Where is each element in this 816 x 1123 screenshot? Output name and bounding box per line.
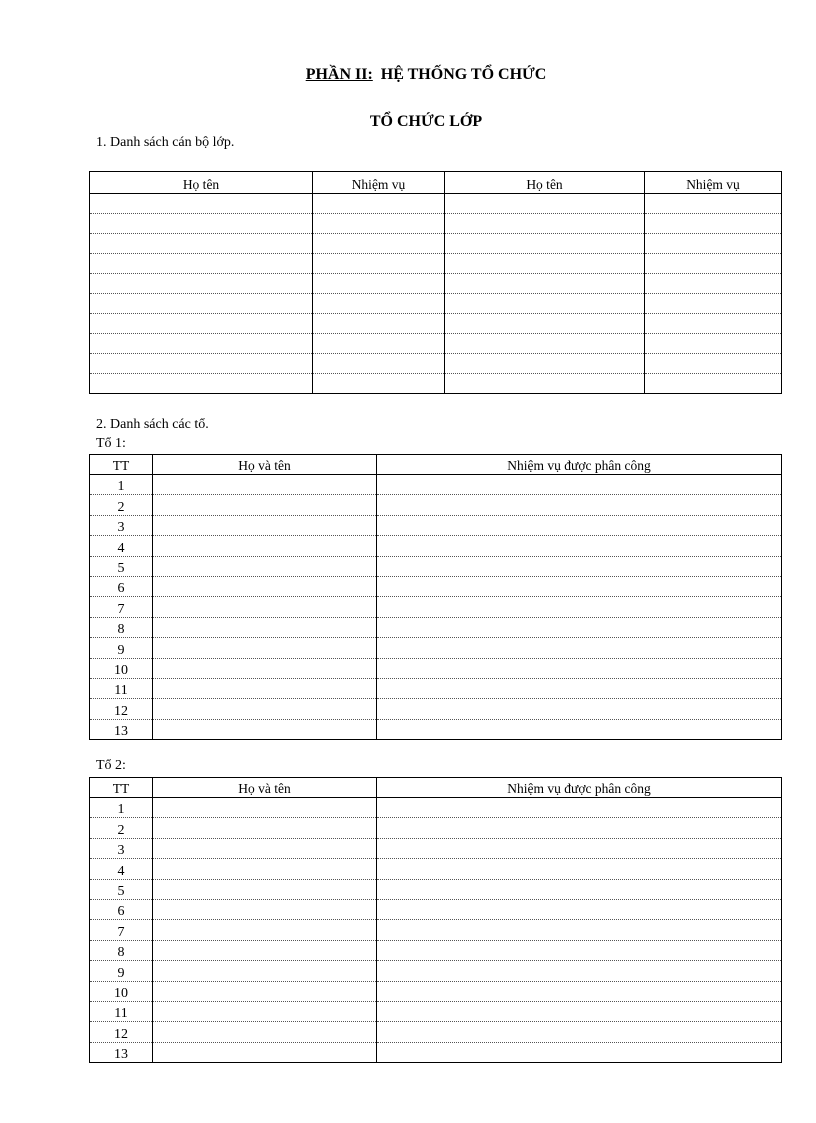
blank-cell[interactable] <box>90 254 313 274</box>
name-cell[interactable] <box>153 981 377 1001</box>
blank-cell[interactable] <box>445 354 645 374</box>
table-row <box>90 194 782 214</box>
duty-cell[interactable] <box>377 961 782 981</box>
table-row <box>90 678 782 698</box>
table-row <box>90 940 782 960</box>
table-row <box>90 334 782 354</box>
duty-cell[interactable] <box>377 475 782 495</box>
name-cell[interactable] <box>153 617 377 637</box>
name-cell[interactable] <box>153 1001 377 1021</box>
table-header-row <box>90 455 782 475</box>
table-row <box>90 981 782 1001</box>
blank-cell[interactable] <box>445 214 645 234</box>
duty-cell[interactable] <box>377 536 782 556</box>
name-cell[interactable] <box>153 576 377 596</box>
row-number: 5 <box>90 556 153 576</box>
table-row <box>90 818 782 838</box>
row-number: 6 <box>90 899 153 919</box>
blank-cell[interactable] <box>90 294 313 314</box>
row-number: 5 <box>90 879 153 899</box>
blank-cell[interactable] <box>645 334 782 354</box>
table-row <box>90 699 782 719</box>
table-row <box>90 374 782 394</box>
table-row <box>90 1042 782 1062</box>
table-row <box>90 274 782 294</box>
row-number: 3 <box>90 838 153 858</box>
blank-cell[interactable] <box>445 274 645 294</box>
column-header: Nhiệm vụ được phân công <box>377 455 782 475</box>
table-row <box>90 1001 782 1021</box>
table-row <box>90 658 782 678</box>
column-header: TT <box>90 778 153 798</box>
class-officers-table <box>89 171 782 394</box>
row-number: 3 <box>90 515 153 535</box>
duty-cell[interactable] <box>377 1001 782 1021</box>
duty-cell[interactable] <box>377 617 782 637</box>
duty-cell[interactable] <box>377 495 782 515</box>
part-title: HỆ THỐNG TỔ CHỨC <box>380 66 547 83</box>
name-cell[interactable] <box>153 719 377 739</box>
name-cell[interactable] <box>153 556 377 576</box>
duty-cell[interactable] <box>377 981 782 1001</box>
table-row <box>90 879 782 899</box>
name-cell[interactable] <box>153 515 377 535</box>
blank-cell[interactable] <box>313 234 445 254</box>
table-row <box>90 719 782 739</box>
table-row <box>90 556 782 576</box>
blank-cell[interactable] <box>645 354 782 374</box>
table-header-row <box>90 172 782 194</box>
row-number: 4 <box>90 536 153 556</box>
duty-cell[interactable] <box>377 899 782 919</box>
row-number: 8 <box>90 617 153 637</box>
duty-cell[interactable] <box>377 940 782 960</box>
table-row <box>90 234 782 254</box>
row-number: 13 <box>114 1047 128 1063</box>
group2-table <box>89 777 782 1063</box>
group2-label: Tổ 2: <box>96 758 126 773</box>
duty-cell[interactable] <box>377 638 782 658</box>
table-row <box>90 576 782 596</box>
duty-cell[interactable] <box>377 719 782 739</box>
column-header: Nhiệm vụ được phân công <box>377 778 782 798</box>
name-cell[interactable] <box>153 678 377 698</box>
duty-cell[interactable] <box>377 1042 782 1062</box>
name-cell[interactable] <box>153 475 377 495</box>
row-number: 13 <box>114 724 128 740</box>
duty-cell[interactable] <box>377 1022 782 1042</box>
blank-cell[interactable] <box>90 334 313 354</box>
table-row <box>90 536 782 556</box>
blank-cell[interactable] <box>445 314 645 334</box>
column-header: Nhiệm vụ <box>645 172 782 194</box>
name-cell[interactable] <box>153 536 377 556</box>
row-number: 7 <box>90 597 153 617</box>
name-cell[interactable] <box>153 798 377 818</box>
table-row <box>90 314 782 334</box>
table-row <box>90 597 782 617</box>
table-row <box>90 354 782 374</box>
table-row <box>90 899 782 919</box>
table-row <box>90 254 782 274</box>
table-row <box>90 1022 782 1042</box>
duty-cell[interactable] <box>377 838 782 858</box>
name-cell[interactable] <box>153 879 377 899</box>
duty-cell[interactable] <box>377 678 782 698</box>
row-number: 8 <box>90 940 153 960</box>
duty-cell[interactable] <box>377 920 782 940</box>
name-cell[interactable] <box>153 859 377 879</box>
name-cell[interactable] <box>153 818 377 838</box>
blank-cell[interactable] <box>90 234 313 254</box>
duty-cell[interactable] <box>377 798 782 818</box>
name-cell[interactable] <box>153 961 377 981</box>
duty-cell[interactable] <box>377 576 782 596</box>
row-number: 10 <box>90 981 153 1001</box>
row-number: 10 <box>90 658 153 678</box>
row-number: 2 <box>90 495 153 515</box>
blank-cell[interactable] <box>313 214 445 234</box>
name-cell[interactable] <box>153 920 377 940</box>
duty-cell[interactable] <box>377 515 782 535</box>
table-row <box>90 495 782 515</box>
table-row <box>90 838 782 858</box>
column-header: Nhiệm vụ <box>313 172 445 194</box>
row-number: 9 <box>90 638 153 658</box>
table-row <box>90 859 782 879</box>
blank-cell[interactable] <box>313 374 445 394</box>
group1-label: Tổ 1: <box>96 436 126 451</box>
row-number: 12 <box>90 699 153 719</box>
blank-cell[interactable] <box>645 274 782 294</box>
blank-cell[interactable] <box>313 354 445 374</box>
table-row <box>90 638 782 658</box>
blank-cell[interactable] <box>445 374 645 394</box>
part-heading <box>0 66 816 84</box>
blank-cell[interactable] <box>445 194 645 214</box>
row-number: 4 <box>90 859 153 879</box>
row-number: 6 <box>90 576 153 596</box>
duty-cell[interactable] <box>377 879 782 899</box>
blank-cell[interactable] <box>445 254 645 274</box>
blank-cell[interactable] <box>645 374 782 394</box>
row-number: 7 <box>90 920 153 940</box>
column-header: TT <box>90 455 153 475</box>
table-row <box>90 798 782 818</box>
part-label: PHẦN II: <box>305 66 373 83</box>
table-row <box>90 920 782 940</box>
column-header: Họ tên <box>90 172 313 194</box>
column-header: Họ và tên <box>153 778 377 798</box>
blank-cell[interactable] <box>313 294 445 314</box>
column-header: Họ tên <box>445 172 645 194</box>
table-row <box>90 475 782 495</box>
duty-cell[interactable] <box>377 699 782 719</box>
blank-cell[interactable] <box>90 274 313 294</box>
blank-cell[interactable] <box>445 294 645 314</box>
name-cell[interactable] <box>153 597 377 617</box>
name-cell[interactable] <box>153 495 377 515</box>
blank-cell[interactable] <box>313 194 445 214</box>
blank-cell[interactable] <box>313 274 445 294</box>
table-row <box>90 515 782 535</box>
blank-cell[interactable] <box>90 314 313 334</box>
group1-table <box>89 454 782 740</box>
page-subtitle: TỔ CHỨC LỚP <box>369 113 483 130</box>
blank-cell[interactable] <box>313 334 445 354</box>
name-cell[interactable] <box>153 1042 377 1062</box>
table-row <box>90 214 782 234</box>
duty-cell[interactable] <box>377 859 782 879</box>
duty-cell[interactable] <box>377 556 782 576</box>
duty-cell[interactable] <box>377 597 782 617</box>
name-cell[interactable] <box>153 658 377 678</box>
blank-cell[interactable] <box>645 194 782 214</box>
name-cell[interactable] <box>153 940 377 960</box>
blank-cell[interactable] <box>90 374 313 394</box>
row-number: 1 <box>90 475 153 495</box>
row-number: 9 <box>90 961 153 981</box>
section1-heading: 1. Danh sách cán bộ lớp. <box>96 135 235 150</box>
row-number: 11 <box>90 678 153 698</box>
duty-cell[interactable] <box>377 658 782 678</box>
blank-cell[interactable] <box>445 234 645 254</box>
blank-cell[interactable] <box>645 254 782 274</box>
blank-cell[interactable] <box>90 194 313 214</box>
blank-cell[interactable] <box>645 214 782 234</box>
name-cell[interactable] <box>153 838 377 858</box>
blank-cell[interactable] <box>645 294 782 314</box>
blank-cell[interactable] <box>445 334 645 354</box>
blank-cell[interactable] <box>90 214 313 234</box>
name-cell[interactable] <box>153 899 377 919</box>
blank-cell[interactable] <box>90 354 313 374</box>
blank-cell[interactable] <box>313 314 445 334</box>
blank-cell[interactable] <box>645 234 782 254</box>
row-number: 12 <box>90 1022 153 1042</box>
row-number: 11 <box>90 1001 153 1021</box>
name-cell[interactable] <box>153 638 377 658</box>
name-cell[interactable] <box>153 699 377 719</box>
section2-heading: 2. Danh sách các tổ. <box>96 417 209 432</box>
duty-cell[interactable] <box>377 818 782 838</box>
table-header-row <box>90 778 782 798</box>
column-header: Họ và tên <box>153 455 377 475</box>
row-number: 2 <box>90 818 153 838</box>
table-row <box>90 961 782 981</box>
blank-cell[interactable] <box>313 254 445 274</box>
table-row <box>90 294 782 314</box>
table-row <box>90 617 782 637</box>
name-cell[interactable] <box>153 1022 377 1042</box>
row-number: 1 <box>90 798 153 818</box>
blank-cell[interactable] <box>645 314 782 334</box>
